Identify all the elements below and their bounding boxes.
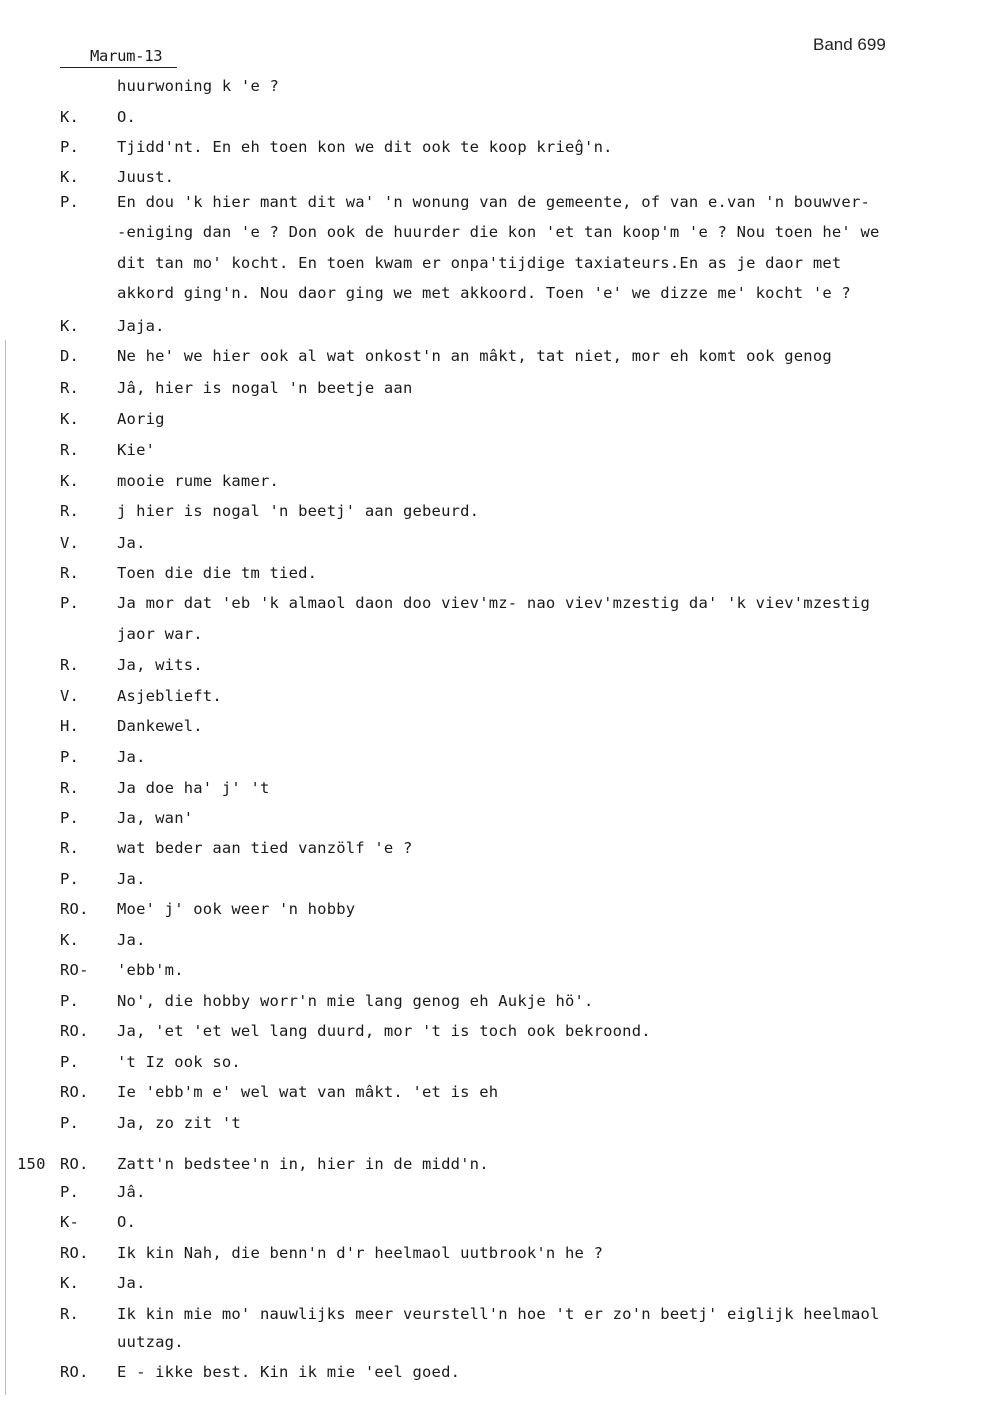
utterance-text: Ne he' we hier ook al wat onkost'n an mâkt, tat niet, mor eh komt ook genog <box>117 347 832 365</box>
utterance-text: j hier is nogal 'n beetj' aan gebeurd. <box>117 502 480 520</box>
utterance-text: Ja. <box>117 931 146 949</box>
speaker-label: K. <box>60 168 80 186</box>
utterance-text: Ja, wan' <box>117 809 194 827</box>
utterance-text: O. <box>117 1213 137 1231</box>
utterance-text: Ie 'ebb'm e' wel wat van mâkt. 'et is eh <box>117 1083 499 1101</box>
speaker-label: K. <box>60 108 80 126</box>
tape-label: Band 699 <box>813 35 886 54</box>
utterance-text: Aorig <box>117 410 165 428</box>
utterance-text: Kie' <box>117 441 156 459</box>
utterance-text: Jâ, hier is nogal 'n beetje aan <box>117 379 413 397</box>
utterance-text: Dankewel. <box>117 717 203 735</box>
utterance-text: Tjidd'nt. En eh toen kon we dit ook te koop krieĝ'n. <box>117 138 613 156</box>
utterance-text: Jaja. <box>117 317 165 335</box>
utterance-text: Ik kin mie mo' nauwlijks meer veurstell'n hoe 't er zo'n beetj' eiglijk heelmaol <box>117 1305 880 1323</box>
speaker-label: P. <box>60 748 80 766</box>
utterance-text: Ik kin Nah, die benn'n d'r heelmaol uutbrook'n he ? <box>117 1244 604 1262</box>
speaker-label: K- <box>60 1213 80 1231</box>
utterance-text: Ja. <box>117 1274 146 1292</box>
utterance-text: mooie rume kamer. <box>117 472 280 490</box>
speaker-label: P. <box>60 809 80 827</box>
utterance-text: O. <box>117 108 137 126</box>
speaker-label: K. <box>60 472 80 490</box>
speaker-label: RO. <box>60 900 89 918</box>
speaker-label: P. <box>60 138 80 156</box>
utterance-text: Asjeblieft. <box>117 687 222 705</box>
line-number: 150 <box>17 1155 46 1173</box>
utterance-text: jaor war. <box>117 625 203 643</box>
utterance-text: akkord ging'n. Nou daor ging we met akkoord. Toen 'e' we dizze me' kocht 'e ? <box>117 284 851 302</box>
speaker-label: RO. <box>60 1083 89 1101</box>
speaker-label: P. <box>60 992 80 1010</box>
speaker-label: RO. <box>60 1022 89 1040</box>
speaker-label: R. <box>60 564 80 582</box>
speaker-label: K. <box>60 410 80 428</box>
utterance-text: -eniging dan 'e ? Don ook de huurder die kon 'et tan koop'm 'e ? Nou toen he' we <box>117 223 880 241</box>
speaker-label: RO. <box>60 1244 89 1262</box>
utterance-text: huurwoning k 'e ? <box>117 77 280 95</box>
speaker-label: R. <box>60 1305 80 1323</box>
speaker-label: R. <box>60 502 80 520</box>
speaker-label: RO. <box>60 1155 89 1173</box>
speaker-label: K. <box>60 1274 80 1292</box>
speaker-label: K. <box>60 931 80 949</box>
speaker-label: P. <box>60 1053 80 1071</box>
speaker-label: R. <box>60 779 80 797</box>
speaker-label: P. <box>60 193 80 211</box>
speaker-label: H. <box>60 717 80 735</box>
utterance-text: Ja mor dat 'eb 'k almaol daon doo viev'mz- nao viev'mzestig da' 'k viev'mzestig <box>117 594 871 612</box>
utterance-text: Toen die die tm tied. <box>117 564 318 582</box>
utterance-text: Ja, wits. <box>117 656 203 674</box>
document-title: Marum-13 <box>90 47 163 65</box>
utterance-text: 't Iz ook so. <box>117 1053 241 1071</box>
utterance-text: dit tan mo' kocht. En toen kwam er onpa'tijdige taxiateurs.En as je daor met <box>117 254 842 272</box>
utterance-text: 'ebb'm. <box>117 961 184 979</box>
utterance-text: uutzag. <box>117 1333 184 1351</box>
speaker-label: P. <box>60 594 80 612</box>
utterance-text: Ja. <box>117 870 146 888</box>
utterance-text: Jâ. <box>117 1183 146 1201</box>
utterance-text: Ja. <box>117 534 146 552</box>
utterance-text: Ja, 'et 'et wel lang duurd, mor 't is toch ook bekroond. <box>117 1022 651 1040</box>
speaker-label: R. <box>60 839 80 857</box>
utterance-text: En dou 'k hier mant dit wa' 'n wonung van de gemeente, of van e.van 'n bouwver- <box>117 193 871 211</box>
speaker-label: K. <box>60 317 80 335</box>
speaker-label: R. <box>60 656 80 674</box>
utterance-text: Moe' j' ook weer 'n hobby <box>117 900 356 918</box>
utterance-text: Ja, zo zit 't <box>117 1114 241 1132</box>
utterance-text: No', die hobby worr'n mie lang genog eh Aukje hö'. <box>117 992 594 1010</box>
title-underline <box>60 67 177 68</box>
speaker-label: D. <box>60 347 80 365</box>
speaker-label: RO- <box>60 961 89 979</box>
utterance-text: Ja. <box>117 748 146 766</box>
utterance-text: wat beder aan tied vanzölf 'e ? <box>117 839 413 857</box>
utterance-text: Zatt'n bedstee'n in, hier in de midd'n. <box>117 1155 489 1173</box>
speaker-label: P. <box>60 1183 80 1201</box>
utterance-text: Ja doe ha' j' 't <box>117 779 270 797</box>
utterance-text: E - ikke best. Kin ik mie 'eel goed. <box>117 1363 461 1381</box>
speaker-label: V. <box>60 687 80 705</box>
speaker-label: R. <box>60 441 80 459</box>
utterance-text: Juust. <box>117 168 175 186</box>
speaker-label: V. <box>60 534 80 552</box>
speaker-label: P. <box>60 870 80 888</box>
speaker-label: P. <box>60 1114 80 1132</box>
margin-line <box>5 340 6 1395</box>
speaker-label: R. <box>60 379 80 397</box>
speaker-label: RO. <box>60 1363 89 1381</box>
